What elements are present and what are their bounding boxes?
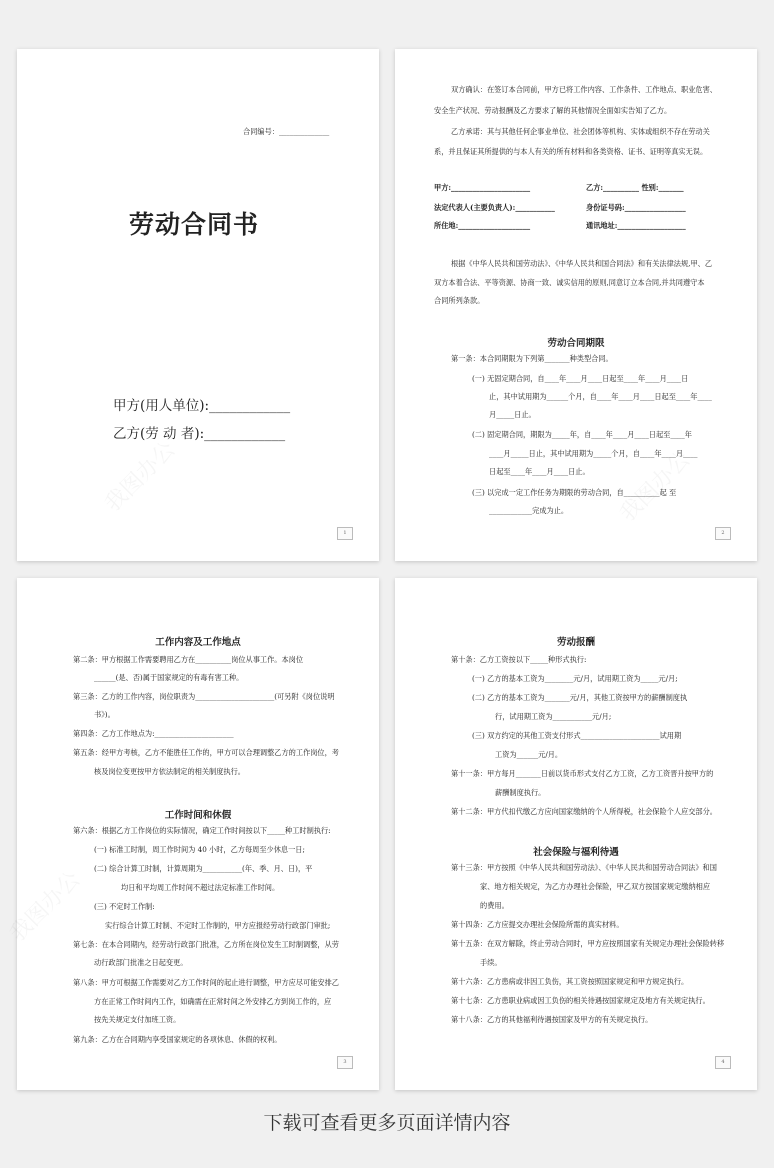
clause-line: 均日和平均周工作时间不超过法定标准工作时间。 [121, 883, 280, 892]
party-a-field: 甲方(用人单位):____________ [113, 398, 291, 414]
clause-line: (二) 综合计算工时制，计算周期为___________(年、季、月、日)，平 [94, 864, 313, 873]
clause-line: 手续。 [480, 958, 502, 967]
section-heading: 工作内容及工作地点 [155, 637, 241, 648]
page-number: 2 [715, 527, 731, 540]
clause-line: 工资为______元/月。 [495, 750, 563, 759]
clause-line: (一) 乙方的基本工资为________元/月，试用期工资为_____元/月; [472, 674, 678, 683]
text-line: 双方本着合法、平等资源、协商一致、诚实信用的原则,同意订立本合同,并共同遵守本 [434, 278, 705, 287]
contract-page-1 [17, 49, 379, 561]
clause-line: 第一条：本合同期限为下列第_______种类型合同。 [451, 354, 613, 363]
contract-page-4 [395, 578, 757, 1090]
text-line: 根据《中华人民共和国劳动法》、《中华人民共和国合同法》和有关法律法规,甲、乙 [451, 259, 713, 268]
clause-line: 书》)。 [94, 710, 115, 719]
clause-line: 月_____日止。 [489, 410, 536, 419]
party-b-field: 乙方(劳 动 者):____________ [113, 426, 286, 442]
clause-line: 第十二条：甲方代扣代缴乙方应向国家缴纳的个人所得税，社会保险个人应交部分。 [451, 807, 717, 816]
clause-line: (三) 不定时工作制: [94, 902, 155, 911]
clause-line: 第二条：甲方根据工作需要聘用乙方在__________岗位从事工作。本岗位 [73, 655, 304, 664]
clause-line: 第六条：根据乙方工作岗位的实际情况，确定工作时间按以下_____种工时制执行: [73, 826, 331, 835]
clause-line: 第十条：乙方工资按以下_____种形式执行: [451, 655, 587, 664]
clause-line: 薪酬制度执行。 [495, 788, 546, 797]
address-field: 通讯地址:___________________ [586, 221, 686, 230]
clause-line: 第八条：甲方可根据工作需要对乙方工作时间的起止进行调整，甲方应尽可能安排乙 [73, 978, 339, 987]
clause-line: 第七条：在本合同期内，经劳动行政部门批准，乙方所在岗位发生工时制调整，从劳 [73, 940, 339, 949]
clause-line: 第五条：经甲方考核，乙方不能胜任工作的，甲方可以合理调整乙方的工作岗位，考 [73, 748, 339, 757]
clause-line: 第十五条：在双方解除，终止劳动合同时，甲方应按照国家有关规定办理社会保险转移 [451, 939, 725, 948]
page-number: 4 [715, 1056, 731, 1069]
section-heading: 劳动合同期限 [547, 338, 605, 349]
clause-line: (二) 乙方的基本工资为_______元/月，其他工资按甲方的薪酬制度执 [472, 693, 688, 702]
text-line: 安全生产状况、劳动报酬及乙方要求了解的其他情况全面如实告知了乙方。 [434, 106, 672, 115]
text-line: 乙方承诺：其与其他任何企事业单位、社会团体等机构、实体或组织不存在劳动关 [451, 127, 710, 136]
section-heading: 工作时间和休假 [164, 810, 232, 821]
party-b-name-field: 乙方:__________ 性别:_______ [586, 183, 684, 192]
section-heading: 社会保险与福利待遇 [533, 847, 619, 858]
clause-line: 第十七条：乙方患职业病或因工负伤的相关待遇按国家规定及地方有关规定执行。 [451, 996, 710, 1005]
id-number-field: 身份证号码:_________________ [586, 203, 686, 212]
clause-line: (二) 固定期合同，期限为_____年，自____年____月____日起至____年 [472, 430, 692, 439]
footer-caption: 下载可查看更多页面详情内容 [263, 1112, 511, 1134]
clause-line: (三) 双方约定的其他工资支付形式______________________试用期 [472, 731, 682, 740]
text-line: 系，并且保证其所提供的与本人有关的所有材料和各类资格、证书、证明等真实无误。 [434, 147, 708, 156]
clause-line: 日起至____年____月____日止。 [489, 467, 590, 476]
clause-line: ____________完成为止。 [489, 506, 569, 515]
clause-line: 第十六条：乙方患病或非因工负伤，其工资按照国家规定和甲方规定执行。 [451, 977, 689, 986]
section-heading: 劳动报酬 [556, 637, 595, 648]
clause-line: 的费用。 [480, 901, 509, 910]
clause-line: ____月_____日止，其中试用期为_____个月，自____年____月____ [489, 449, 698, 458]
clause-line: 行，试用期工资为___________元/月; [495, 712, 612, 721]
clause-line: 核及岗位变更按甲方依法制定的相关制度执行。 [94, 767, 245, 776]
clause-line: ______(是、否)属于国家规定的有毒有害工种。 [94, 673, 244, 682]
clause-line: (一) 无固定期合同，自____年____月____日起至____年____月____日 [472, 374, 689, 383]
contract-page-2 [395, 49, 757, 561]
clause-line: 方在正常工作时间内工作，如确需在正常时间之外安排乙方到岗工作的，应 [94, 997, 332, 1006]
contract-number: 合同编号：______________ [243, 127, 330, 136]
clause-line: 第九条：乙方在合同期内享受国家规定的各项休息、休假的权利。 [73, 1035, 282, 1044]
clause-line: 第三条：乙方的工作内容，岗位职责为______________________(可另附《岗位说明 [73, 692, 335, 701]
clause-line: 第十三条：甲方按照《中华人民共和国劳动法》、《中华人民共和国劳动合同法》和国 [451, 863, 717, 872]
legal-rep-field: 法定代表人(主要负责人):___________ [434, 203, 555, 212]
page-number: 1 [337, 527, 353, 540]
clause-line: 第十一条：甲方每月_______日前以货币形式支付乙方工资，乙方工资晋升按甲方的 [451, 769, 714, 778]
clause-line: 第十八条：乙方的其他福利待遇按国家及甲方的有关规定执行。 [451, 1015, 653, 1024]
clause-line: (三) 以完成一定工作任务为期限的劳动合同，自__________起 至 [472, 488, 677, 497]
text-line: 双方确认：在签订本合同前，甲方已将工作内容、工作条件、工作地点、职业危害、 [451, 85, 717, 94]
clause-line: (一) 标准工时制，周工作时间为 40 小时，乙方每周至少休息一日; [94, 845, 305, 854]
clause-line: 止，其中试用期为______个月，自____年____月____日起至____年____ [489, 392, 712, 401]
clause-line: 按先关规定支付加班工资。 [94, 1015, 181, 1024]
residence-field: 所住地:____________________ [434, 221, 531, 230]
page-number: 3 [337, 1056, 353, 1069]
clause-line: 实行综合计算工时制、不定时工作制的，甲方应报经劳动行政部门审批; [105, 921, 331, 930]
clause-line: 第十四条：乙方应提交办理社会保险所需的真实材料。 [451, 920, 624, 929]
clause-line: 家、地方相关规定，为乙方办理社会保险，甲乙双方按国家规定缴纳相应 [480, 882, 711, 891]
party-a-name-field: 甲方:______________________ [434, 183, 531, 192]
clause-line: 动行政部门批准之日起变更。 [94, 958, 188, 967]
document-title: 劳动合同书 [129, 210, 260, 239]
contract-page-3 [17, 578, 379, 1090]
clause-line: 第四条：乙方工作地点为:______________________ [73, 729, 234, 738]
text-line: 合同所列条款。 [434, 296, 485, 305]
